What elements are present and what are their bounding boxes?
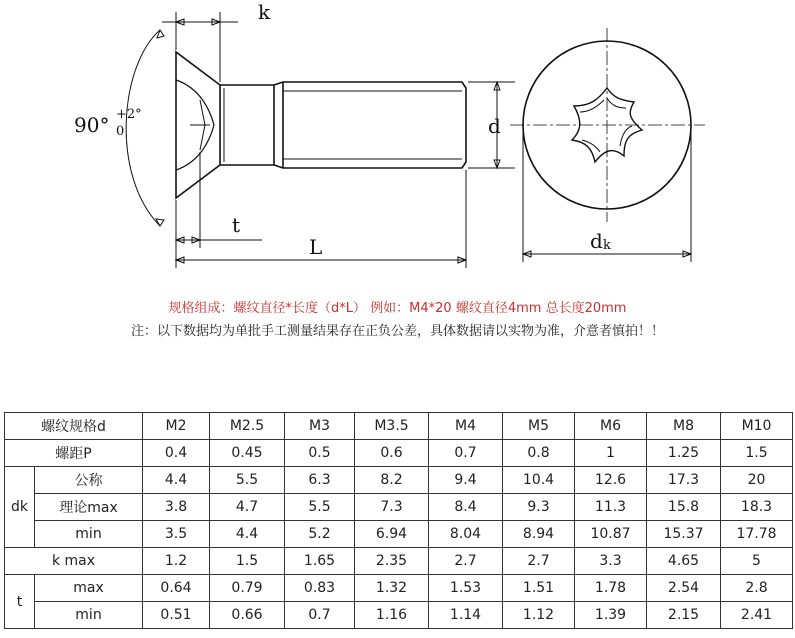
table-cell: 1.53 [429,575,503,602]
table-cell: 10.87 [575,521,647,548]
table-cell: 4.7 [210,494,285,521]
table-cell: 2.15 [647,602,721,629]
table-cell: 0.64 [143,575,210,602]
size-header: M3 [285,413,355,440]
table-cell: 1 [575,440,647,467]
table-cell: 9.3 [503,494,575,521]
table-cell: 1.14 [429,602,503,629]
L-label: L [309,235,323,259]
t-label: t [232,213,241,237]
table-cell: 5.5 [210,467,285,494]
spec-format-note: 规格组成：螺纹直径*长度（d*L） 例如：M4*20 螺纹直径4mm 总长度20mm [168,301,627,316]
table-cell: 1.51 [503,575,575,602]
row-label: 螺距P [5,440,143,467]
table-cell: 0.6 [355,440,429,467]
t-dimension [176,152,262,268]
table-row [5,494,793,521]
table-cell: 10.4 [503,467,575,494]
group-label: t [5,575,35,629]
table-cell: 1.78 [575,575,647,602]
table-cell: 20 [721,467,793,494]
angle-tol-lower: 0 [116,124,125,139]
table-cell: 0.51 [143,602,210,629]
table-cell: 4.4 [143,467,210,494]
table-cell: 7.3 [355,494,429,521]
table-cell: 2.8 [721,575,793,602]
table-cell: 2.54 [647,575,721,602]
table-row [5,467,793,494]
table-cell: 0.8 [503,440,575,467]
table-cell: 15.37 [647,521,721,548]
table-row [5,575,793,602]
table-cell: 1.32 [355,575,429,602]
table-row [5,440,793,467]
table-row [5,602,793,629]
table-cell: 8.04 [429,521,503,548]
size-header: M4 [429,413,503,440]
row-sublabel: 理论max [35,494,143,521]
k-dimension [162,12,238,82]
dk-label-sub: k [603,238,611,253]
table-cell: 5.5 [285,494,355,521]
k-label: k [258,0,271,24]
table-cell: 1.16 [355,602,429,629]
header-row [5,413,793,440]
table-cell: 12.6 [575,467,647,494]
table-cell: 0.7 [285,602,355,629]
table-cell: 3.8 [143,494,210,521]
table-cell: 11.3 [575,494,647,521]
table-cell: 17.78 [721,521,793,548]
screw-technical-drawing [0,0,795,290]
table-cell: 2.7 [503,548,575,575]
table-cell: 2.7 [429,548,503,575]
angle-tol-upper: +2° [116,107,142,122]
table-cell: 0.4 [143,440,210,467]
table-cell: 1.39 [575,602,647,629]
size-header: M6 [575,413,647,440]
group-label: dk [5,467,35,548]
row-sublabel: max [35,575,143,602]
row-label: k max [5,548,143,575]
table-cell: 18.3 [721,494,793,521]
table-cell: 1.2 [143,548,210,575]
table-cell: 1.5 [721,440,793,467]
table-cell: 6.3 [285,467,355,494]
table-cell: 4.65 [647,548,721,575]
table-cell: 15.8 [647,494,721,521]
measurement-disclaimer: 注：以下数据均为单批手工测量结果存在正负公差，具体数据请以实物为准，介意者慎拍！！ [130,324,664,339]
header-label: 螺纹规格d [5,413,143,440]
table-cell: 9.4 [429,467,503,494]
table-cell: 5.2 [285,521,355,548]
table-cell: 5 [721,548,793,575]
table-cell: 8.2 [355,467,429,494]
d-label: d [488,114,501,138]
table-cell: 4.4 [210,521,285,548]
table-cell: 1.5 [210,548,285,575]
table-cell: 0.5 [285,440,355,467]
dk-label: d [590,229,603,253]
table-cell: 2.35 [355,548,429,575]
table-cell: 3.5 [143,521,210,548]
size-header: M2 [143,413,210,440]
row-sublabel: 公称 [35,467,143,494]
table-cell: 8.94 [503,521,575,548]
table-cell: 0.66 [210,602,285,629]
size-header: M3.5 [355,413,429,440]
table-cell: 6.94 [355,521,429,548]
table-cell: 1.12 [503,602,575,629]
size-header: M8 [647,413,721,440]
table-cell: 0.83 [285,575,355,602]
table-row [5,521,793,548]
table-cell: 1.25 [647,440,721,467]
angle-label: 90° [74,113,110,137]
table-cell: 0.7 [429,440,503,467]
angle-dimension [126,30,164,226]
table-cell: 0.45 [210,440,285,467]
table-cell: 1.65 [285,548,355,575]
table-cell: 17.3 [647,467,721,494]
spec-table-body [5,413,793,629]
row-sublabel: min [35,521,143,548]
table-cell: 0.79 [210,575,285,602]
screw-head-top-view [510,28,705,222]
size-header: M2.5 [210,413,285,440]
table-row [5,548,793,575]
row-sublabel: min [35,602,143,629]
table-cell: 3.3 [575,548,647,575]
spec-table [4,412,793,629]
table-cell: 8.4 [429,494,503,521]
table-cell: 2.41 [721,602,793,629]
size-header: M10 [721,413,793,440]
size-header: M5 [503,413,575,440]
